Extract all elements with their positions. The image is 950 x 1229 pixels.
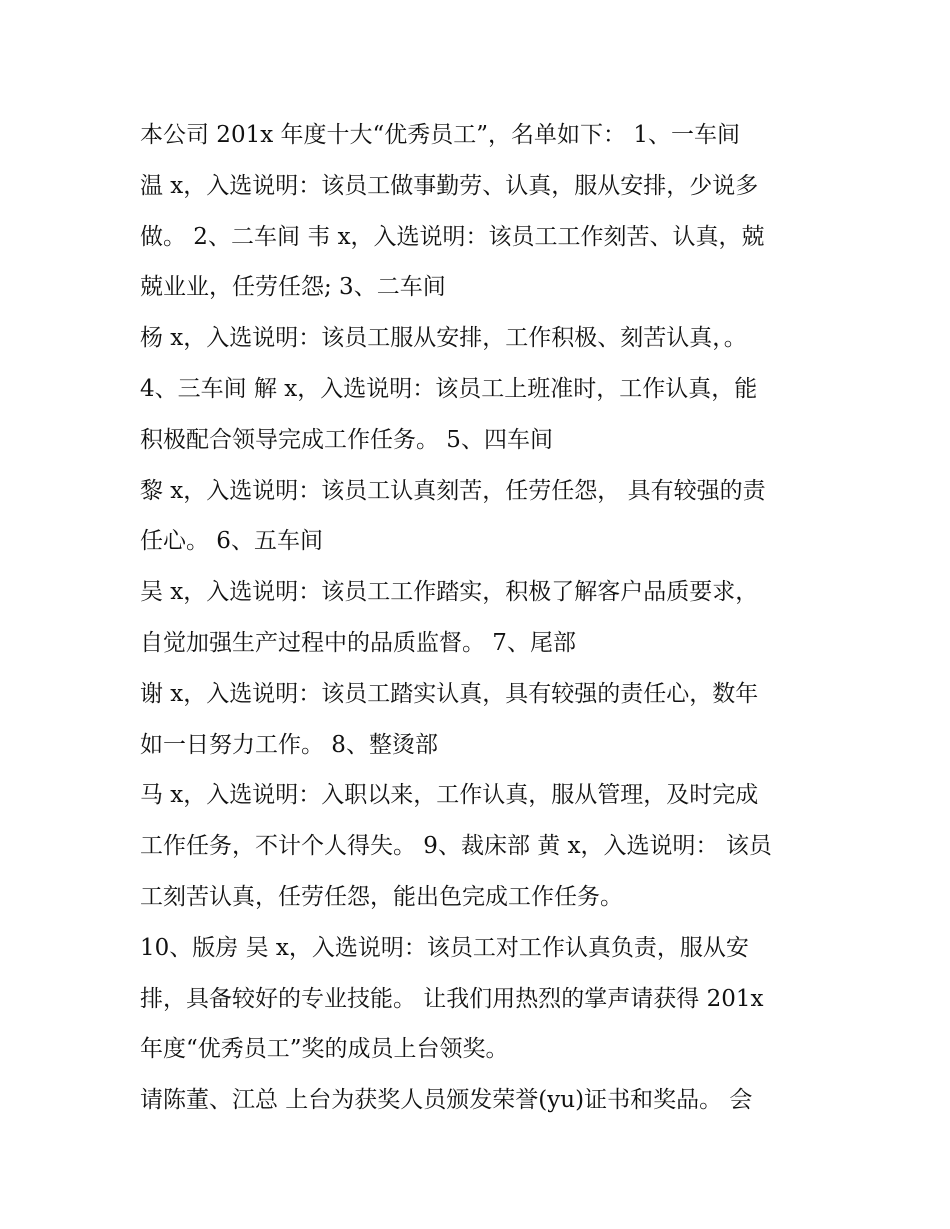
text-line: 自觉加强生产过程中的品质监督。 7、尾部 xyxy=(140,629,576,656)
text-line: 马 x，入选说明：入职以来，工作认真，服从管理，及时完成 xyxy=(140,782,759,809)
text-line: 工刻苦认真，任劳任怨，能出色完成工作任务。 xyxy=(140,883,623,910)
body-text xyxy=(140,110,820,1126)
text-line: 任心。 6、五车间 xyxy=(140,528,323,555)
text-line: 年度“优秀员工”奖的成员上台领奖。 xyxy=(140,1036,509,1063)
text-line: 积极配合领导完成工作任务。 5、四车间 xyxy=(140,426,553,453)
text-line: 排，具备较好的专业技能。 让我们用热烈的掌声请获得 201x xyxy=(140,985,764,1012)
text-line: 兢业业，任劳任怨; 3、二车间 xyxy=(140,274,446,301)
text-line: 工作任务，不计个人得失。 9、裁床部 黄 x，入选说明： 该员 xyxy=(140,833,772,860)
text-line: 温 x，入选说明：该员工做事勤劳、认真，服从安排，少说多 xyxy=(140,172,759,199)
text-line: 本公司 201x 年度十大“优秀员工”，名单如下： 1、一车间 xyxy=(140,122,740,148)
text-line: 10、版房 吴 x，入选说明：该员工对工作认真负责，服从安 xyxy=(140,934,749,961)
text-line: 黎 x，入选说明：该员工认真刻苦，任劳任怨， 具有较强的责 xyxy=(140,477,766,504)
text-line: 做。 2、二车间 韦 x，入选说明：该员工工作刻苦、认真，兢 xyxy=(140,223,765,250)
text-line: 杨 x，入选说明：该员工服从安排，工作积极、刻苦认真，。 xyxy=(140,325,747,352)
text-line: 吴 x，入选说明：该员工工作踏实，积极了解客户品质要求， xyxy=(140,579,759,606)
text-line: 谢 x，入选说明：该员工踏实认真，具有较强的责任心，数年 xyxy=(140,680,759,707)
text-line: 4、三车间 解 x，入选说明：该员工上班准时，工作认真，能 xyxy=(140,375,758,402)
text-line: 请陈董、江总 上台为获奖人员颁发荣誉(yu)证书和奖品。 会 xyxy=(140,1087,753,1114)
text-line: 如一日努力工作。 8、整烫部 xyxy=(140,731,438,758)
